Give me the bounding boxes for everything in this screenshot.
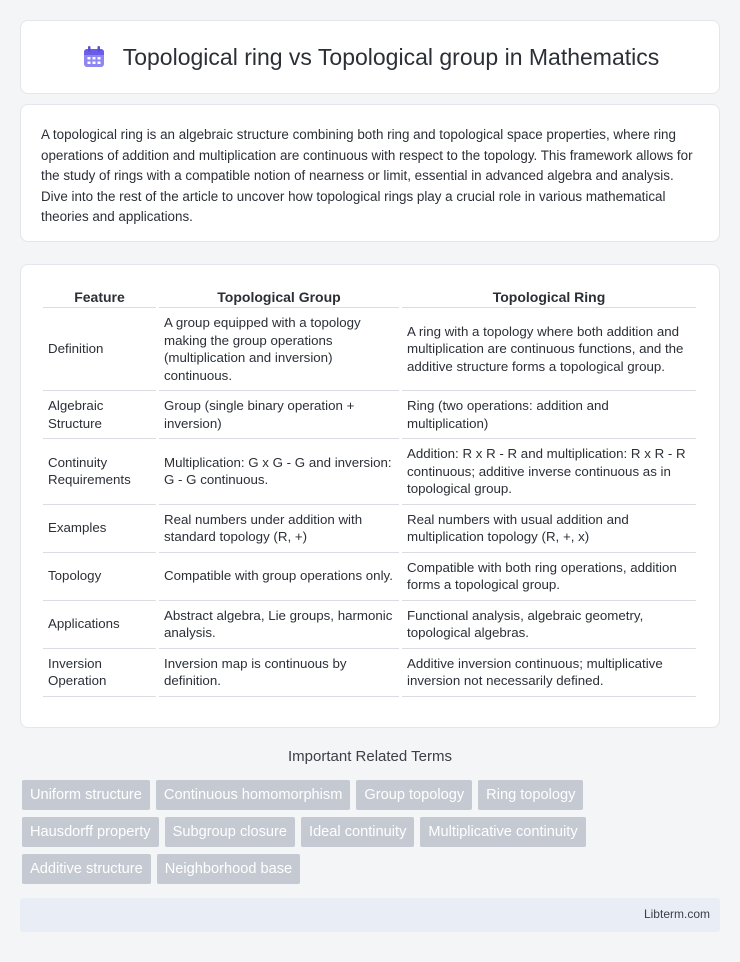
- feature-cell: Definition: [43, 308, 156, 391]
- table-row: [43, 391, 696, 439]
- intro-card: [20, 104, 720, 242]
- feature-cell: Topology: [43, 553, 156, 601]
- feature-cell: Examples: [43, 505, 156, 553]
- ring-cell: A ring with a topology where both addition and multiplication are continuous functions, and the additive structure forms a topological group.: [402, 308, 696, 391]
- header-feature: Feature: [43, 285, 156, 308]
- ring-cell: Compatible with both ring operations, addition forms a topological group.: [402, 553, 696, 601]
- group-cell: Abstract algebra, Lie groups, harmonic analysis.: [159, 601, 399, 649]
- header-topological-ring: Topological Ring: [402, 285, 696, 308]
- header-topological-group: Topological Group: [159, 285, 399, 308]
- feature-cell: Inversion Operation: [43, 649, 156, 697]
- group-cell: Compatible with group operations only.: [159, 553, 399, 601]
- title-card: [20, 20, 720, 94]
- ring-cell: Additive inversion continuous; multiplicative inversion not necessarily defined.: [402, 649, 696, 697]
- intro-paragraph: A topological ring is an algebraic structure combining both ring and topological space properties, where ring operations of addition and multiplication are continuous with respect to the topology. This framework allows for the study of rings with a compatible notion of nearness or limit, essential in advanced algebra and analysis. Dive into the rest of the article to uncover how topological rings play a crucial role in various mathematical theories and applications.: [41, 127, 693, 224]
- related-term-tag[interactable]: Neighborhood base: [157, 854, 300, 884]
- related-terms-heading: Important Related Terms: [288, 748, 452, 765]
- group-cell: Inversion map is continuous by definition.: [159, 649, 399, 697]
- group-cell: Multiplication: G x G - G and inversion: G - G continuous.: [159, 439, 399, 505]
- table-row: [43, 553, 696, 601]
- related-term-tag[interactable]: Ring topology: [478, 780, 583, 810]
- ring-cell: Functional analysis, algebraic geometry, topological algebras.: [402, 601, 696, 649]
- table-row: [43, 505, 696, 553]
- related-term-tag[interactable]: Multiplicative continuity: [420, 817, 585, 847]
- comparison-table: [40, 285, 699, 697]
- ring-cell: Real numbers with usual addition and multiplication topology (R, +, x): [402, 505, 696, 553]
- related-term-tag[interactable]: Subgroup closure: [165, 817, 295, 847]
- related-term-tag[interactable]: Continuous homomorphism: [156, 780, 350, 810]
- related-term-tag[interactable]: Uniform structure: [22, 780, 150, 810]
- related-term-tag[interactable]: Group topology: [356, 780, 472, 810]
- table-row: [43, 439, 696, 505]
- related-term-tag[interactable]: Additive structure: [22, 854, 151, 884]
- table-header-row: [43, 285, 696, 308]
- ring-cell: Ring (two operations: addition and multiplication): [402, 391, 696, 439]
- feature-cell: Applications: [43, 601, 156, 649]
- group-cell: Real numbers under addition with standard topology (R, +): [159, 505, 399, 553]
- related-term-tag[interactable]: Hausdorff property: [22, 817, 159, 847]
- comparison-table-card: [20, 264, 720, 728]
- page-title: Topological ring vs Topological group in Mathematics: [122, 43, 660, 70]
- table-row: [43, 308, 696, 391]
- group-cell: A group equipped with a topology making the group operations (multiplication and inversion) continuous.: [159, 308, 399, 391]
- table-row: [43, 649, 696, 697]
- calendar-icon: [81, 44, 107, 70]
- feature-cell: Algebraic Structure: [43, 391, 156, 439]
- footer: [20, 898, 720, 932]
- feature-cell: Continuity Requirements: [43, 439, 156, 505]
- group-cell: Group (single binary operation + inversion): [159, 391, 399, 439]
- ring-cell: Addition: R x R - R and multiplication: R x R - R continuous; additive inverse continuous as in topological group.: [402, 439, 696, 505]
- related-terms-list: [22, 780, 722, 891]
- footer-brand-link[interactable]: Libterm.com: [643, 907, 710, 921]
- table-row: [43, 601, 696, 649]
- related-term-tag[interactable]: Ideal continuity: [301, 817, 414, 847]
